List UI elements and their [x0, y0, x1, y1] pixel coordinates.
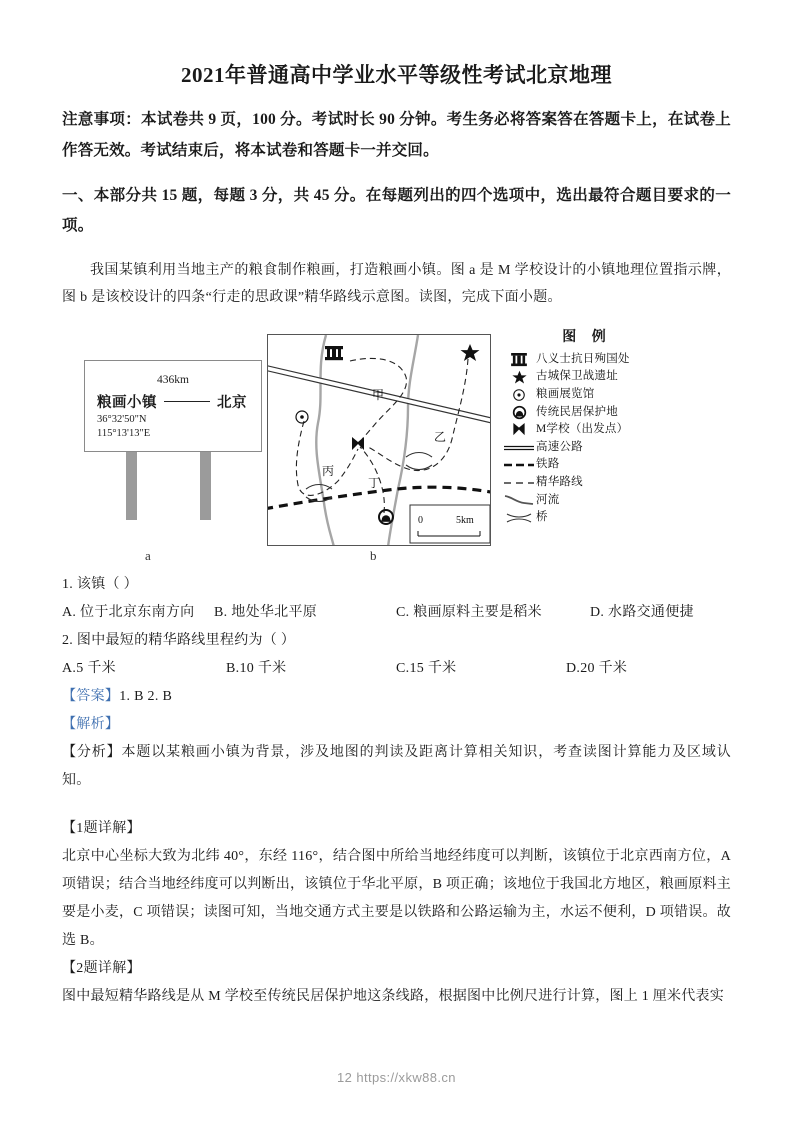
legend-item	[502, 492, 662, 510]
signboard-distance: 436km	[157, 373, 189, 386]
notice-paragraph: 注意事项：本试卷共 9 页，100 分。考试时长 90 分钟。考生务必将答案答在答题卡上，在试卷上作答无效。考试结束后，将本试卷和答题卡一并交回。	[62, 111, 731, 159]
page-title: 2021年普通高中学业水平等级性考试北京地理	[181, 63, 612, 87]
option-1-C[interactable]: C. 粮画原料主要是稻米	[396, 604, 542, 620]
school-marker-icon	[502, 421, 536, 439]
answer-tag: 【答案】	[62, 688, 120, 704]
legend-label: 精华路线	[536, 475, 583, 488]
river-icon	[502, 492, 536, 510]
figure-b-map	[267, 334, 495, 566]
legend-item	[502, 474, 662, 492]
figure-a-signboard	[84, 340, 264, 540]
explanation-tag: 【解析】	[62, 716, 120, 732]
scale-zero-label: 0	[418, 514, 423, 526]
legend-label: 八义士抗日殉国处	[536, 352, 630, 365]
question-2-stem: 2. 图中最短的精华路线里程约为（ ）	[62, 632, 296, 648]
legend-label: 河流	[536, 493, 560, 506]
legend-label: 传统民居保护地	[536, 405, 618, 418]
signboard-route	[97, 391, 247, 412]
intro-paragraph: 我国某镇利用当地主产的粮食制作粮画，打造粮画小镇。图 a 是 M 学校设计的小镇地理位置指示牌，图 b 是该校设计的四条“行走的思政课”精华路线示意图。读图，完成下面小题。	[62, 263, 731, 306]
legend-label: 铁路	[536, 458, 560, 471]
legend-item	[502, 509, 662, 527]
signboard-panel	[84, 360, 262, 452]
signboard-city-label: 北京	[217, 394, 247, 411]
memorial-gate-icon	[502, 351, 536, 369]
legend-label: 古城保卫战遗址	[536, 370, 618, 383]
signboard-latitude: 36°32'50"N	[97, 413, 147, 425]
option-1-A[interactable]: A. 位于北京东南方向	[62, 604, 195, 620]
option-2-D[interactable]: D.20 千米	[566, 660, 628, 676]
legend-item	[502, 404, 662, 422]
scale-max-label: 5km	[456, 514, 474, 526]
option-1-D[interactable]: D. 水路交通便捷	[590, 604, 694, 620]
signboard-leg-right	[200, 452, 211, 520]
legend-label: 桥	[536, 511, 548, 524]
legend-item	[502, 386, 662, 404]
route-label-bing: 丙	[322, 463, 335, 478]
map-frame	[267, 334, 491, 546]
route-label-yi: 乙	[434, 429, 447, 444]
bridge-icon	[502, 509, 536, 527]
circle-dot-icon	[296, 411, 308, 423]
option-2-A[interactable]: A.5 千米	[62, 660, 116, 676]
page-footer: 12 https://xkw88.cn	[337, 1070, 456, 1085]
star-icon	[461, 344, 480, 361]
legend-title: 图 例	[562, 329, 612, 345]
detail-1-text: 北京中心坐标大致为北纬 40°，东经 116°，结合图中所给当地经纬度可以判断，该镇位于北京西南方位，A 项错误；结合当地经纬度可以判断出，该镇位于华北平原，B 项正确；该地位于我国北方地区，粮画原料主要是小麦，C 项错误；读图可知，当地交通方式主要是以铁路和公路运输为主，水运不便利，D 项错误。故选 B。	[62, 848, 731, 948]
figures-block	[62, 326, 731, 571]
answer-line	[62, 683, 731, 711]
legend-item	[502, 439, 662, 457]
analysis-paragraph	[62, 739, 731, 795]
dome-icon	[502, 404, 536, 422]
option-1-B[interactable]: B. 地处华北平原	[214, 604, 318, 620]
railway-icon	[502, 456, 536, 474]
signboard-town-label: 粮画小镇	[97, 394, 157, 411]
explanation-line	[62, 711, 731, 739]
circle-dot-icon	[502, 386, 536, 404]
scale-bar	[410, 505, 490, 543]
legend-item	[502, 351, 662, 369]
map-svg	[268, 335, 491, 546]
star-icon	[502, 368, 536, 386]
route-label-ding: 丁	[368, 475, 381, 490]
legend-label: 高速公路	[536, 440, 583, 453]
legend-item	[502, 368, 662, 386]
figure-a-caption: a	[145, 547, 151, 563]
figure-b-caption: b	[370, 547, 377, 563]
dashed-route-icon	[502, 474, 536, 492]
option-2-B[interactable]: B.10 千米	[226, 660, 287, 676]
route-label-jia: 甲	[372, 387, 385, 402]
detail-1-heading: 【1题详解】	[62, 820, 141, 836]
signboard-longitude: 115°13'13"E	[97, 427, 151, 439]
legend-label: 粮画展览馆	[536, 388, 595, 400]
signboard-leg-left	[126, 452, 137, 520]
detail-2-heading: 【2题详解】	[62, 960, 141, 976]
dome-icon	[379, 510, 393, 524]
signboard-connector-line	[164, 401, 210, 402]
question-1-options	[62, 599, 731, 627]
map-legend	[502, 326, 662, 527]
answer-values: 1. B 2. B	[119, 688, 173, 704]
spacer	[62, 795, 731, 815]
river-layer	[316, 335, 418, 546]
analysis-text: 本题以某粮画小镇为背景，涉及地图的判读及距离计算相关知识，考查读图计算能力及区域认知。	[62, 744, 732, 788]
analysis-tag: 【分析】	[62, 744, 122, 760]
question-1-stem: 1. 该镇（ ）	[62, 576, 138, 592]
signboard-coordinates	[97, 413, 150, 441]
section-heading: 一、本部分共 15 题，每题 3 分，共 45 分。在每题列出的四个选项中，选出最符合题目要求的一项。	[62, 187, 731, 235]
legend-label: M学校（出发点）	[536, 423, 629, 436]
legend-item	[502, 456, 662, 474]
detail-2-text: 图中最短精华路线是从 M 学校至传统民居保护地这条线路，根据图中比例尺进行计算，图上 1 厘米代表实	[62, 988, 724, 1004]
question-2-options	[62, 655, 731, 683]
memorial-gate-icon	[325, 346, 343, 360]
double-line-icon	[502, 439, 536, 457]
school-marker-icon	[352, 437, 364, 450]
option-2-C[interactable]: C.15 千米	[396, 660, 457, 676]
legend-item	[502, 421, 662, 439]
